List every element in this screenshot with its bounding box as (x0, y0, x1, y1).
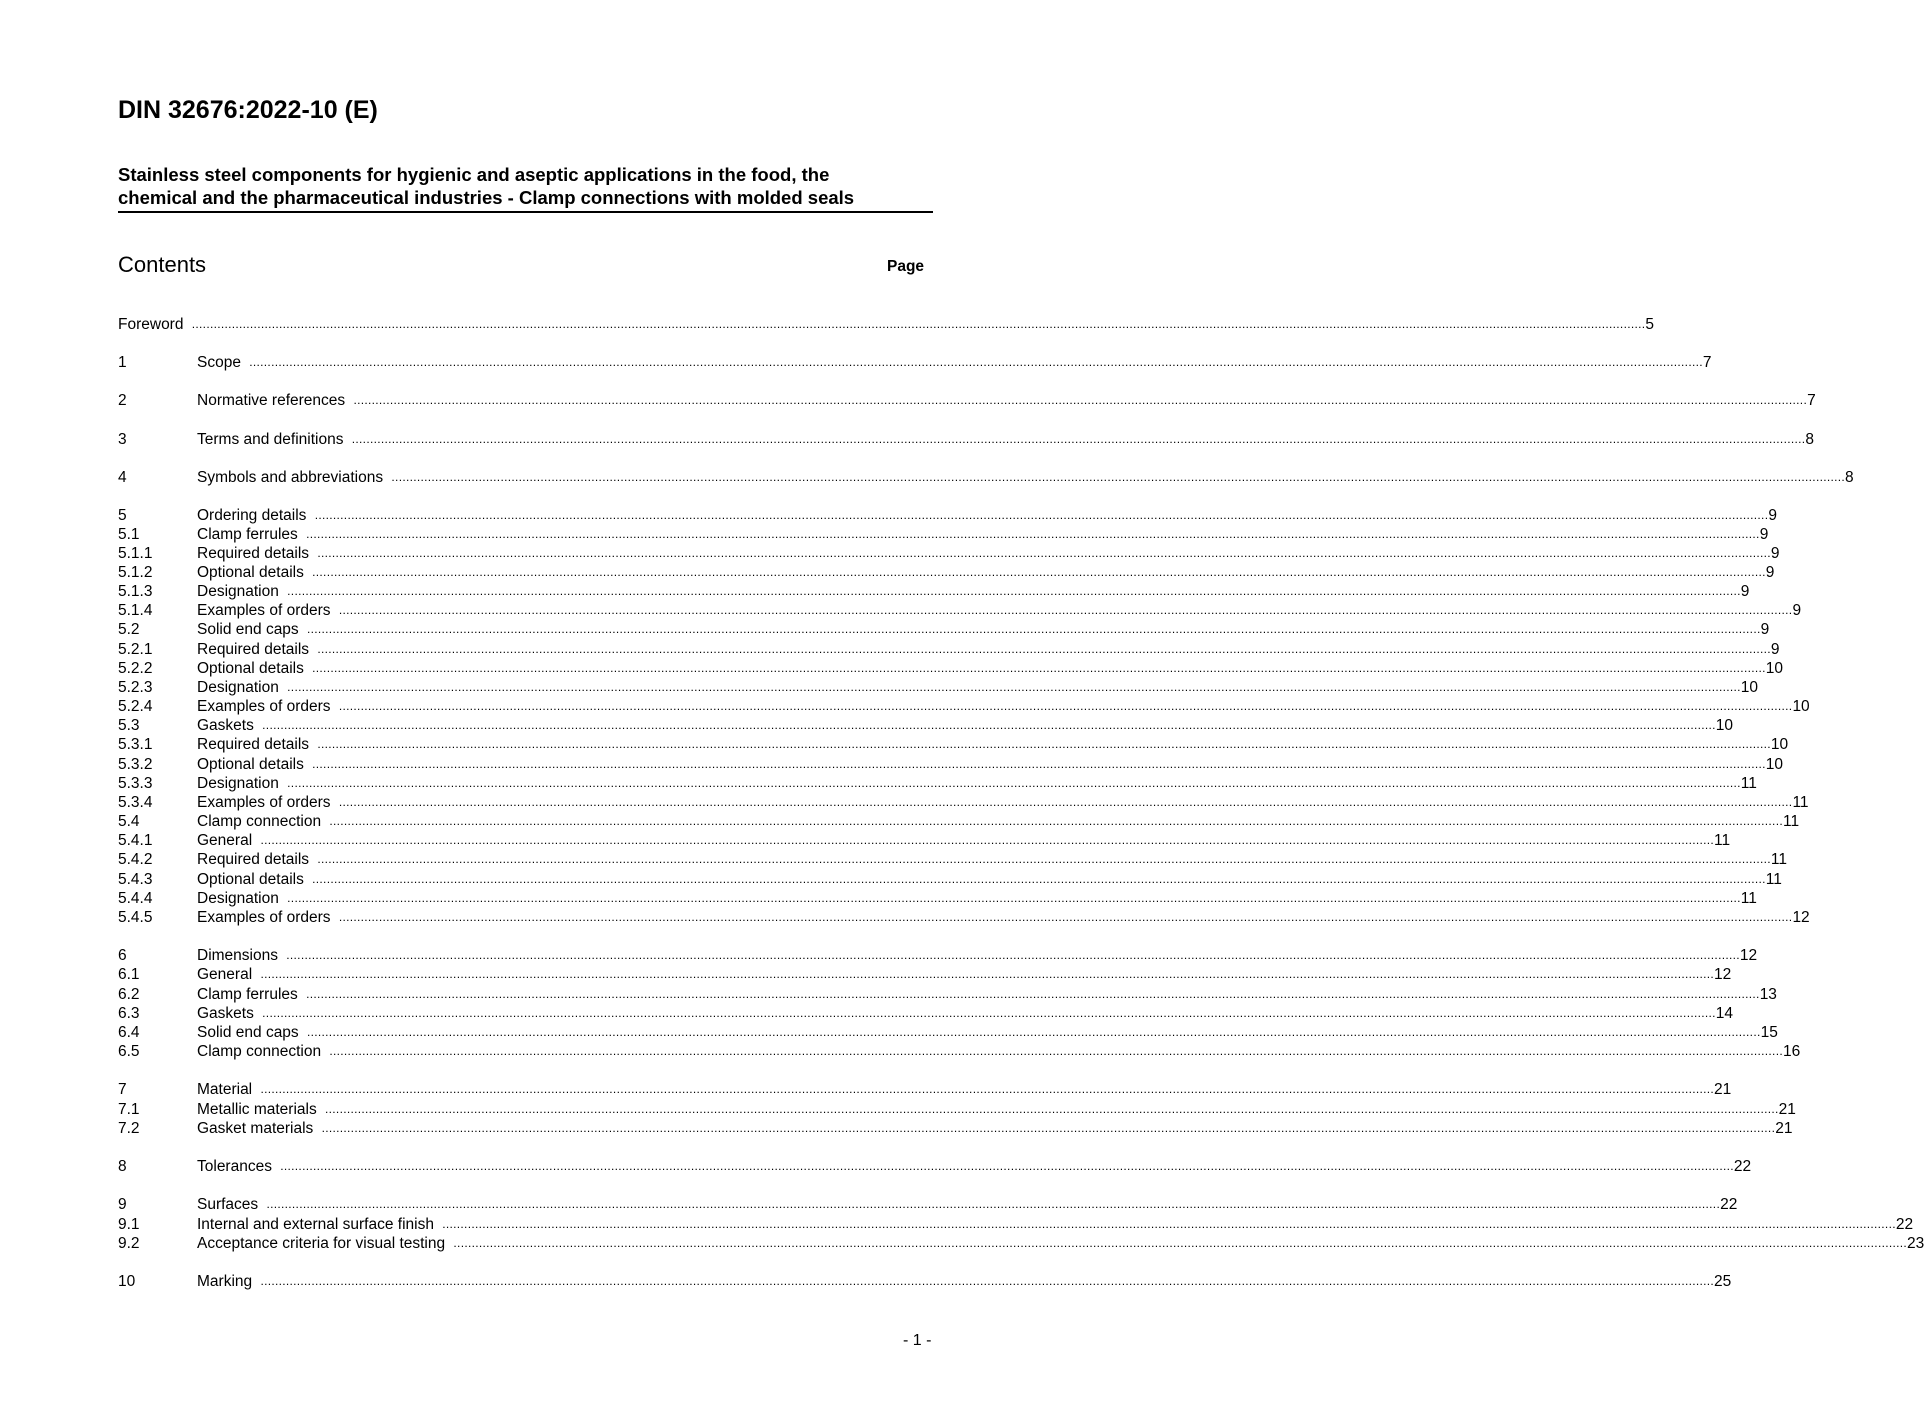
toc-entry-number: 5.3 (118, 717, 140, 734)
toc-dot-leader: ................................................................................................................................................................................................................................................................................................................................................................................................................ (312, 757, 1766, 771)
toc-entry-page: 9 (1770, 545, 1780, 562)
toc-entry[interactable] (118, 946, 1758, 965)
toc-entry-page: 11 (1740, 890, 1757, 907)
toc-entry[interactable] (118, 601, 1802, 620)
toc-entry-number: 2 (118, 392, 127, 409)
toc-entry-number: 5.2.3 (118, 679, 153, 696)
toc-entry-number: 5.3.4 (118, 794, 153, 811)
toc-entry-page: 22 (1733, 1158, 1752, 1175)
toc-dot-leader: ................................................................................................................................................................................................................................................................................................................................................................................................................ (317, 852, 1771, 866)
toc-entry-title: Designation (197, 679, 284, 696)
toc-entry[interactable] (118, 1157, 1752, 1176)
toc-entry[interactable] (118, 908, 1810, 927)
toc-dot-leader: ................................................................................................................................................................................................................................................................................................................................................................................................................ (287, 891, 1741, 905)
toc-entry-page: 13 (1759, 986, 1777, 1003)
toc-entry-page: 9 (1770, 641, 1780, 658)
toc-entry-page: 11 (1740, 775, 1757, 792)
toc-dot-leader: ................................................................................................................................................................................................................................................................................................................................................................................................................ (249, 355, 1703, 369)
toc-entry-number: 5.4.3 (118, 871, 153, 888)
toc-entry-title: Gasket materials (197, 1120, 318, 1137)
toc-entry[interactable] (118, 793, 1809, 812)
toc-entry[interactable] (118, 1119, 1793, 1138)
toc-entry-title: Metallic materials (197, 1101, 322, 1118)
toc-entry-page: 22 (1720, 1196, 1738, 1213)
toc-dot-leader: ................................................................................................................................................................................................................................................................................................................................................................................................................ (262, 718, 1716, 732)
toc-dot-leader: ................................................................................................................................................................................................................................................................................................................................................................................................................ (317, 737, 1771, 751)
toc-entry-page: 5 (1645, 316, 1654, 333)
toc-entry-title: Gaskets (197, 1005, 259, 1022)
toc-dot-leader: ................................................................................................................................................................................................................................................................................................................................................................................................................ (287, 776, 1741, 790)
page-column-heading: Page (887, 258, 925, 275)
toc-entry-page: 9 (1740, 583, 1750, 600)
toc-entry-title: Symbols and abbreviations (197, 469, 388, 486)
toc-entry-title: Marking (197, 1273, 257, 1290)
toc-entry-page: 10 (1765, 660, 1783, 677)
toc-dot-leader: ................................................................................................................................................................................................................................................................................................................................................................................................................ (307, 1025, 1761, 1039)
toc-entry-title: Examples of orders (197, 909, 335, 926)
toc-entry[interactable] (118, 525, 1769, 544)
toc-entry-number: 5.2.1 (118, 641, 153, 658)
toc-entry[interactable] (118, 678, 1759, 697)
toc-entry-title: Acceptance criteria for visual testing (197, 1235, 450, 1252)
toc-dot-leader: ................................................................................................................................................................................................................................................................................................................................................................................................................ (442, 1217, 1896, 1231)
toc-entry-title: Clamp connection (197, 813, 326, 830)
toc-dot-leader: ................................................................................................................................................................................................................................................................................................................................................................................................................ (306, 527, 1760, 541)
toc-dot-leader: ................................................................................................................................................................................................................................................................................................................................................................................................................ (453, 1236, 1908, 1250)
toc-dot-leader: ................................................................................................................................................................................................................................................................................................................................................................................................................ (191, 317, 1646, 331)
toc-entry-page: 8 (1845, 469, 1854, 486)
toc-entry-page: 11 (1770, 851, 1788, 868)
contents-heading: Contents (118, 252, 207, 277)
toc-entry-number: 9.2 (118, 1235, 140, 1252)
toc-entry[interactable] (118, 563, 1775, 582)
toc-entry-title: Examples of orders (197, 794, 335, 811)
toc-entry-number: 5.4.2 (118, 851, 153, 868)
toc-entry[interactable] (118, 1272, 1732, 1291)
toc-entry-number: 5.3.1 (118, 736, 153, 753)
toc-dot-leader: ................................................................................................................................................................................................................................................................................................................................................................................................................ (266, 1197, 1721, 1211)
toc-entry-page: 9 (1760, 621, 1770, 638)
toc-entry-title: Required details (197, 851, 314, 868)
toc-entry-title: Required details (197, 641, 314, 658)
toc-entry-number: 5.3.2 (118, 756, 153, 773)
toc-entry-number: 5.1.4 (118, 602, 153, 619)
toc-dot-leader: ................................................................................................................................................................................................................................................................................................................................................................................................................ (312, 661, 1766, 675)
toc-dot-leader: ................................................................................................................................................................................................................................................................................................................................................................................................................ (314, 508, 1769, 522)
toc-entry-number: 6.5 (118, 1043, 140, 1060)
toc-entry-title: Examples of orders (197, 602, 335, 619)
toc-entry-title: Designation (197, 583, 284, 600)
toc-entry[interactable] (118, 582, 1750, 601)
toc-entry-title: Surfaces (197, 1196, 263, 1213)
toc-entry[interactable] (118, 391, 1816, 410)
toc-entry-number: 4 (118, 469, 127, 486)
page-number: - 1 - (903, 1332, 932, 1349)
toc-dot-leader: ................................................................................................................................................................................................................................................................................................................................................................................................................ (262, 1006, 1716, 1020)
toc-entry[interactable] (118, 1042, 1801, 1061)
toc-dot-leader: ................................................................................................................................................................................................................................................................................................................................................................................................................ (321, 1121, 1776, 1135)
toc-entry-title: Optional details (197, 871, 309, 888)
toc-entry-title: Tolerances (197, 1158, 277, 1175)
toc-entry-number: 7 (118, 1081, 127, 1098)
toc-entry-page: 10 (1740, 679, 1759, 696)
toc-entry-page: 16 (1782, 1043, 1801, 1060)
toc-entry-title: Terms and definitions (197, 431, 348, 448)
toc-entry-title: Clamp ferrules (197, 986, 303, 1003)
toc-entry-page: 11 (1765, 871, 1782, 888)
toc-entry-number: 9 (118, 1196, 127, 1213)
toc-entry-page: 11 (1782, 813, 1800, 830)
toc-entry-page: 9 (1759, 526, 1769, 543)
toc-entry-number: 5.4.4 (118, 890, 153, 907)
toc-entry[interactable] (118, 620, 1770, 639)
toc-entry-page: 10 (1792, 698, 1810, 715)
toc-entry-page: 10 (1770, 736, 1789, 753)
toc-dot-leader: ................................................................................................................................................................................................................................................................................................................................................................................................................ (260, 833, 1715, 847)
toc-entry[interactable] (118, 468, 1854, 487)
toc-entry[interactable] (118, 1004, 1734, 1023)
toc-entry[interactable] (118, 716, 1734, 735)
toc-dot-leader: ................................................................................................................................................................................................................................................................................................................................................................................................................ (260, 1082, 1715, 1096)
toc-entry-title: General (197, 832, 257, 849)
toc-entry-number: 9.1 (118, 1216, 140, 1233)
toc-entry-page: 7 (1807, 392, 1816, 409)
toc-entry-number: 6.2 (118, 986, 140, 1003)
toc-dot-leader: ................................................................................................................................................................................................................................................................................................................................................................................................................ (260, 967, 1715, 981)
toc-entry[interactable] (118, 870, 1782, 889)
toc-entry[interactable] (118, 965, 1732, 984)
toc-dot-leader: ................................................................................................................................................................................................................................................................................................................................................................................................................ (287, 584, 1741, 598)
toc-dot-leader: ................................................................................................................................................................................................................................................................................................................................................................................................................ (325, 1102, 1779, 1116)
toc-dot-leader: ................................................................................................................................................................................................................................................................................................................................................................................................................ (338, 795, 1793, 809)
toc-entry-title: Gaskets (197, 717, 259, 734)
toc-entry[interactable] (118, 735, 1789, 754)
toc-dot-leader: ................................................................................................................................................................................................................................................................................................................................................................................................................ (338, 603, 1793, 617)
toc-entry[interactable] (118, 430, 1814, 449)
toc-entry-number: 5.1.3 (118, 583, 153, 600)
toc-entry-number: 1 (118, 354, 127, 371)
toc-entry-number: 6 (118, 947, 127, 964)
toc-dot-leader: ................................................................................................................................................................................................................................................................................................................................................................................................................ (353, 393, 1808, 407)
toc-dot-leader: ................................................................................................................................................................................................................................................................................................................................................................................................................ (312, 872, 1766, 886)
toc-entry-number: 5.2.2 (118, 660, 153, 677)
toc-entry[interactable] (118, 985, 1777, 1004)
toc-entry[interactable] (118, 315, 1654, 334)
toc-entry-number: 3 (118, 431, 127, 448)
toc-entry[interactable] (118, 1234, 1924, 1253)
toc-entry-number: 8 (118, 1158, 127, 1175)
toc-entry-page: 10 (1765, 756, 1783, 773)
toc-entry-page: 11 (1714, 832, 1731, 849)
toc-entry-number: 5.4.1 (118, 832, 153, 849)
toc-entry-number: 6.3 (118, 1005, 140, 1022)
toc-entry[interactable] (118, 1195, 1738, 1214)
toc-entry[interactable] (118, 1023, 1778, 1042)
toc-entry-number: 5.3.3 (118, 775, 153, 792)
toc-entry-title: Normative references (197, 392, 350, 409)
toc-entry[interactable] (118, 850, 1788, 869)
toc-entry-page: 23 (1907, 1235, 1924, 1252)
toc-entry[interactable] (118, 697, 1810, 716)
toc-entry-page: 9 (1792, 602, 1802, 619)
toc-entry-title: Designation (197, 775, 284, 792)
toc-entry[interactable] (118, 1215, 1914, 1234)
toc-entry-number: 5 (118, 507, 127, 524)
toc-entry[interactable] (118, 1100, 1796, 1119)
toc-entry-title: Required details (197, 545, 314, 562)
toc-entry-page: 9 (1768, 507, 1777, 524)
toc-entry[interactable] (118, 831, 1731, 850)
toc-entry-title: Dimensions (197, 947, 283, 964)
toc-entry-page: 14 (1715, 1005, 1734, 1022)
toc-entry-number: 6.1 (118, 966, 140, 983)
toc-dot-leader: ................................................................................................................................................................................................................................................................................................................................................................................................................ (338, 699, 1793, 713)
toc-entry-page: 15 (1760, 1024, 1778, 1041)
toc-entry-title: Optional details (197, 564, 309, 581)
toc-entry-number: 5.1.2 (118, 564, 153, 581)
toc-dot-leader: ................................................................................................................................................................................................................................................................................................................................................................................................................ (329, 814, 1783, 828)
toc-entry[interactable] (118, 353, 1712, 372)
toc-entry[interactable] (118, 640, 1780, 659)
toc-entry-title: Clamp connection (197, 1043, 326, 1060)
toc-entry-title: Optional details (197, 660, 309, 677)
toc-entry-page: 21 (1778, 1101, 1796, 1118)
toc-entry-title: Required details (197, 736, 314, 753)
toc-entry[interactable] (118, 544, 1780, 563)
toc-entry[interactable] (118, 506, 1777, 525)
toc-dot-leader: ................................................................................................................................................................................................................................................................................................................................................................................................................ (317, 642, 1771, 656)
toc-entry-number: 5.4 (118, 813, 140, 830)
document-title-line-1: Stainless steel components for hygienic and aseptic applications in the food, the (118, 164, 830, 185)
toc-dot-leader: ................................................................................................................................................................................................................................................................................................................................................................................................................ (287, 680, 1741, 694)
toc-entry[interactable] (118, 659, 1783, 678)
toc-entry-number: 5.2 (118, 621, 140, 638)
toc-entry[interactable] (118, 1080, 1732, 1099)
document-id: DIN 32676:2022-10 (E) (118, 96, 378, 124)
toc-entry-title: Solid end caps (197, 621, 303, 638)
toc-entry-title: Clamp ferrules (197, 526, 303, 543)
toc-entry-number: 7.1 (118, 1101, 140, 1118)
toc-entry-page: 10 (1715, 717, 1734, 734)
toc-entry[interactable] (118, 889, 1757, 908)
toc-entry-page: 12 (1714, 966, 1732, 983)
toc-entry-title: Scope (197, 354, 246, 371)
toc-entry-number: 7.2 (118, 1120, 140, 1137)
toc-entry-title: Foreword (118, 316, 188, 333)
toc-entry-title: Material (197, 1081, 257, 1098)
toc-entry-number: 5.1.1 (118, 545, 153, 562)
toc-dot-leader: ................................................................................................................................................................................................................................................................................................................................................................................................................ (286, 948, 1740, 962)
toc-entry-page: 9 (1765, 564, 1775, 581)
toc-entry-number: 10 (118, 1273, 136, 1290)
toc-entry-page: 21 (1714, 1081, 1732, 1098)
toc-entry-page: 22 (1895, 1216, 1914, 1233)
toc-entry-page: 12 (1739, 947, 1758, 964)
toc-dot-leader: ................................................................................................................................................................................................................................................................................................................................................................................................................ (280, 1159, 1734, 1173)
toc-entry-title: Optional details (197, 756, 309, 773)
toc-entry-title: Internal and external surface finish (197, 1216, 439, 1233)
toc-entry-page: 11 (1792, 794, 1809, 811)
toc-dot-leader: ................................................................................................................................................................................................................................................................................................................................................................................................................ (317, 546, 1771, 560)
toc-entry-page: 21 (1775, 1120, 1793, 1137)
toc-dot-leader: ................................................................................................................................................................................................................................................................................................................................................................................................................ (307, 622, 1761, 636)
toc-entry[interactable] (118, 755, 1783, 774)
toc-entry-page: 25 (1714, 1273, 1732, 1290)
toc-dot-leader: ................................................................................................................................................................................................................................................................................................................................................................................................................ (351, 432, 1806, 446)
toc-entry-number: 5.2.4 (118, 698, 153, 715)
toc-entry-page: 12 (1792, 909, 1810, 926)
toc-entry-title: Examples of orders (197, 698, 335, 715)
toc-entry-title: Ordering details (197, 507, 311, 524)
toc-dot-leader: ................................................................................................................................................................................................................................................................................................................................................................................................................ (391, 470, 1846, 484)
toc-entry[interactable] (118, 812, 1800, 831)
toc-dot-leader: ................................................................................................................................................................................................................................................................................................................................................................................................................ (306, 987, 1760, 1001)
toc-dot-leader: ................................................................................................................................................................................................................................................................................................................................................................................................................ (329, 1044, 1783, 1058)
toc-entry-page: 8 (1805, 431, 1814, 448)
toc-entry[interactable] (118, 774, 1757, 793)
document-title-line-2: chemical and the pharmaceutical industries - Clamp connections with molded seals (118, 187, 855, 208)
toc-entry-number: 5.1 (118, 526, 140, 543)
toc-entry-title: Solid end caps (197, 1024, 303, 1041)
toc-entry-number: 5.4.5 (118, 909, 153, 926)
toc-entry-page: 7 (1702, 354, 1712, 371)
toc-entry-title: General (197, 966, 257, 983)
toc-dot-leader: ................................................................................................................................................................................................................................................................................................................................................................................................................ (312, 565, 1766, 579)
toc-dot-leader: ................................................................................................................................................................................................................................................................................................................................................................................................................ (260, 1274, 1715, 1288)
toc-entry-title: Designation (197, 890, 284, 907)
toc-entry-number: 6.4 (118, 1024, 140, 1041)
toc-dot-leader: ................................................................................................................................................................................................................................................................................................................................................................................................................ (338, 910, 1793, 924)
